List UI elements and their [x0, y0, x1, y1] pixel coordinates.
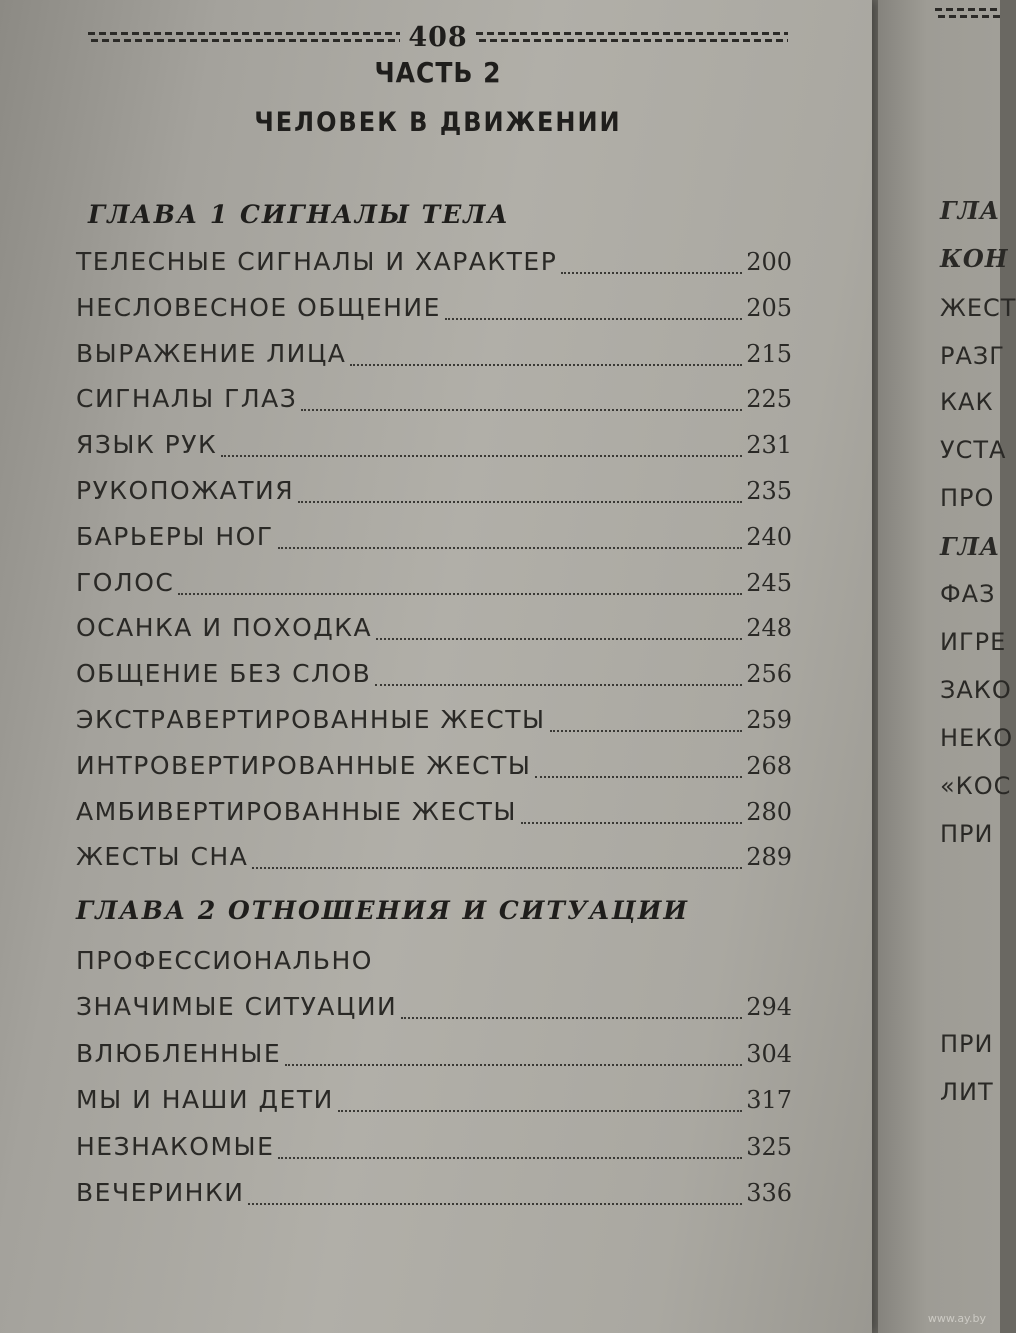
toc-entry [76, 247, 792, 283]
toc-entry-page-number: 225 [746, 385, 792, 414]
dot-leader [221, 454, 742, 457]
wave-ornament-left [88, 30, 400, 44]
toc-entry-page-number: 231 [746, 431, 792, 460]
dot-leader [550, 729, 743, 732]
dot-leader [350, 363, 742, 366]
toc-entry [76, 1178, 792, 1214]
toc-entry [76, 1039, 792, 1075]
toc-entry-title: ТЕЛЕСНЫЕ СИГНАЛЫ И ХАРАКТЕР [76, 247, 558, 276]
toc-entry [76, 797, 792, 833]
right-page-text-fragment: ИГРЕ [940, 628, 1007, 656]
page-number: 408 [408, 21, 468, 53]
right-page-text-fragment: ЗАКО [940, 676, 1012, 704]
toc-entry [76, 384, 792, 420]
right-page-text-fragment: НЕКО [940, 724, 1014, 752]
toc-entry [76, 339, 792, 375]
toc-entry-wrap-line: ПРОФЕССИОНАЛЬНО [76, 946, 373, 975]
toc-entry-page-number: 304 [746, 1039, 792, 1068]
dot-leader [178, 592, 742, 595]
right-page-text-fragment: «КОС [940, 772, 1012, 800]
toc-entry-title: ОСАНКА И ПОХОДКА [76, 613, 373, 643]
dot-leader [301, 408, 742, 411]
right-page-text-fragment: КОН [940, 244, 1009, 273]
toc-entry [76, 1132, 792, 1168]
toc-entry-title: РУКОПОЖАТИЯ [76, 476, 295, 505]
dot-leader [535, 775, 742, 778]
toc-entry-title: ЭКСТРАВЕРТИРОВАННЫЕ ЖЕСТЫ [76, 705, 546, 734]
toc-entry-title: ГОЛОС [76, 567, 175, 597]
toc-entry [76, 293, 792, 329]
wave-ornament-right-page [935, 6, 1000, 20]
toc-entry-title: ВЫРАЖЕНИЕ ЛИЦА [76, 338, 347, 368]
toc-entry-title: ИНТРОВЕРТИРОВАННЫЕ ЖЕСТЫ [76, 750, 532, 780]
toc-entry [76, 613, 792, 649]
toc-entry [76, 476, 792, 512]
toc-entry-title: МЫ И НАШИ ДЕТИ [76, 1085, 334, 1114]
dot-leader [252, 866, 742, 869]
right-page-text-fragment: КАК [940, 388, 994, 416]
toc-entry-page-number: 235 [746, 477, 792, 505]
toc-entry [76, 522, 792, 558]
toc-entry-title: АМБИВЕРТИРОВАННЫЕ ЖЕСТЫ [76, 796, 517, 826]
toc-entry-page-number: 294 [746, 993, 792, 1021]
right-page-text-fragment: РАЗГ [940, 342, 1005, 370]
toc-entry-page-number: 336 [746, 1179, 792, 1207]
toc-entry-title: НЕЗНАКОМЫЕ [76, 1131, 275, 1161]
toc-entry [76, 751, 792, 787]
toc-entry-page-number: 240 [746, 522, 792, 551]
dot-leader [375, 683, 742, 686]
toc-entry-page-number: 317 [746, 1086, 792, 1114]
dot-leader [285, 1063, 742, 1066]
right-page-text-fragment: ГЛА [940, 196, 1001, 225]
part-subtitle: ЧЕЛОВЕК В ДВИЖЕНИИ [254, 106, 622, 138]
toc-entry-page-number: 245 [746, 568, 792, 597]
chapter-2-heading: ГЛАВА 2 ОТНОШЕНИЯ И СИТУАЦИИ [76, 896, 690, 925]
watermark: www.ay.by [927, 1312, 986, 1325]
dot-leader [298, 500, 742, 503]
right-page-text-fragment: ПРО [940, 484, 995, 512]
right-page-text-fragment: ПРИ [940, 1030, 994, 1058]
dot-leader [338, 1109, 742, 1112]
right-page-text-fragment: ЖЕСТ [940, 294, 1016, 322]
toc-entry [76, 659, 792, 695]
toc-entry [76, 568, 792, 604]
right-page-text-fragment: ПРИ [940, 820, 994, 848]
toc-entry-title: ВЛЮБЛЕННЫЕ [76, 1038, 282, 1068]
dot-leader [521, 821, 742, 824]
dot-leader [376, 637, 742, 640]
toc-entry-page-number: 280 [746, 797, 792, 826]
right-page-text-fragment: ЛИТ [940, 1078, 994, 1106]
toc-entry-title: ЖЕСТЫ СНА [76, 842, 249, 872]
dot-leader [445, 317, 742, 320]
toc-entry-page-number: 215 [746, 339, 792, 368]
toc-entry-title: ОБЩЕНИЕ БЕЗ СЛОВ [76, 659, 372, 689]
toc-entry [76, 1085, 792, 1121]
toc-entry-title: ЗНАЧИМЫЕ СИТУАЦИИ [76, 992, 398, 1021]
part-title: ЧАСТЬ 2 [374, 56, 502, 89]
dot-leader [278, 1156, 742, 1159]
right-page-text-fragment: ФАЗ [940, 580, 996, 608]
wave-ornament-right [476, 30, 788, 44]
chapter-1-heading: ГЛАВА 1 СИГНАЛЫ ТЕЛА [88, 200, 510, 229]
toc-entry-page-number: 268 [746, 751, 792, 780]
toc-entry-page-number: 200 [746, 248, 792, 276]
toc-entry-page-number: 248 [746, 614, 792, 643]
toc-entry-title: ЯЗЫК РУК [76, 430, 218, 460]
dot-leader [561, 271, 742, 274]
dot-leader [248, 1202, 742, 1205]
right-page-text-fragment: ГЛА [940, 532, 1001, 561]
toc-entry-title: БАРЬЕРЫ НОГ [76, 521, 274, 551]
toc-entry-title: НЕСЛОВЕСНОЕ ОБЩЕНИЕ [76, 292, 441, 322]
toc-entry-page-number: 256 [746, 660, 792, 689]
right-page-text-fragment: УСТА [940, 436, 1007, 464]
toc-entry-page-number: 259 [746, 706, 792, 734]
toc-entry-page-number: 325 [746, 1132, 792, 1161]
toc-entry-title: СИГНАЛЫ ГЛАЗ [76, 384, 298, 414]
toc-entry-page-number: 205 [746, 293, 792, 322]
toc-entry-title: ВЕЧЕРИНКИ [76, 1178, 245, 1207]
toc-entry [76, 842, 792, 878]
page-header [88, 20, 788, 54]
toc-entry [76, 430, 792, 466]
toc-entry [76, 992, 792, 1028]
toc-entry [76, 705, 792, 741]
toc-entry-page-number: 289 [746, 843, 792, 872]
dot-leader [278, 546, 743, 549]
dot-leader [401, 1016, 742, 1019]
